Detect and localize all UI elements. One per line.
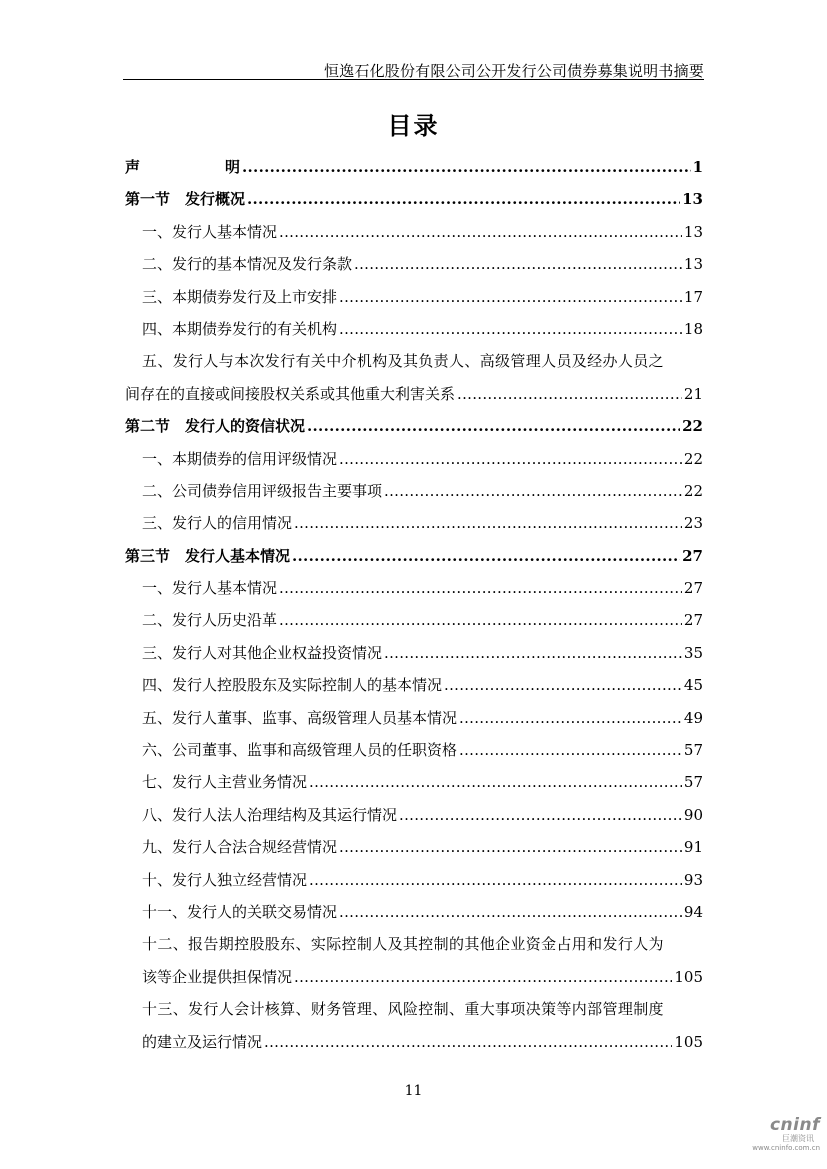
toc-entry-page: 57	[683, 773, 703, 792]
toc-entry[interactable]	[125, 766, 703, 798]
toc-entry-label: 五、发行人董事、监事、高级管理人员基本情况	[142, 708, 458, 727]
toc-entry[interactable]	[125, 281, 703, 313]
dot-leader	[354, 248, 682, 280]
toc-entry-page: 90	[683, 805, 703, 824]
dot-leader	[279, 604, 682, 636]
toc-entry-page: 35	[683, 643, 703, 662]
toc-entry-continued[interactable]	[125, 1026, 703, 1058]
dot-leader	[279, 216, 682, 248]
dot-leader	[307, 410, 680, 442]
toc-section-label: 第二节 发行人的资信状况	[125, 417, 306, 436]
toc-entry-page: 27	[683, 611, 703, 630]
toc-entry[interactable]	[125, 799, 703, 831]
toc-entry[interactable]	[125, 572, 703, 604]
dot-leader	[384, 637, 682, 669]
toc-entry-continued[interactable]	[125, 961, 703, 993]
toc-entry-label: 六、公司董事、监事和高级管理人员的任职资格	[142, 741, 458, 760]
toc-entry[interactable]	[125, 669, 703, 701]
dot-leader	[459, 734, 682, 766]
toc-entry-label: 七、发行人主营业务情况	[142, 773, 308, 792]
toc-entry-page: 1	[692, 158, 703, 176]
toc-entry-label: 三、发行人的信用情况	[142, 514, 293, 533]
table-of-contents	[125, 151, 703, 1058]
dot-leader	[309, 766, 682, 798]
toc-entry-label-part1: 声	[125, 158, 141, 176]
toc-entry-page: 21	[683, 384, 703, 403]
toc-entry-label: 二、发行的基本情况及发行条款	[142, 255, 353, 274]
toc-entry[interactable]	[125, 864, 703, 896]
toc-entry-page: 94	[683, 902, 703, 921]
toc-entry[interactable]	[125, 637, 703, 669]
toc-entry-label: 四、发行人控股股东及实际控制人的基本情况	[142, 676, 443, 695]
dot-leader	[339, 281, 682, 313]
page-number: 11	[404, 1083, 423, 1099]
toc-section-3[interactable]	[125, 540, 703, 572]
dot-leader	[264, 1026, 672, 1058]
toc-entry-label-part2: 明	[225, 158, 241, 176]
toc-entry-label: 的建立及运行情况	[142, 1032, 263, 1051]
page-title: 目录	[387, 111, 440, 140]
dot-leader	[339, 443, 682, 475]
dot-leader	[247, 183, 680, 215]
toc-entry[interactable]	[125, 507, 703, 539]
dot-leader	[459, 702, 682, 734]
toc-entry-declaration[interactable]	[125, 151, 703, 183]
toc-entry-label: 一、发行人基本情况	[142, 579, 278, 598]
toc-entry-label: 十一、发行人的关联交易情况	[142, 902, 338, 921]
toc-entry-page: 27	[683, 579, 703, 598]
toc-entry[interactable]	[125, 216, 703, 248]
toc-entry-page: 17	[683, 287, 703, 306]
toc-entry[interactable]	[125, 248, 703, 280]
toc-section-2[interactable]	[125, 410, 703, 442]
toc-entry-page: 27	[682, 546, 703, 565]
toc-entry-label: 十、发行人独立经营情况	[142, 870, 308, 889]
logo-brand: cninf	[769, 1115, 820, 1135]
toc-section-1[interactable]	[125, 183, 703, 215]
toc-entry[interactable]	[125, 831, 703, 863]
toc-entry-label: 九、发行人合法合规经营情况	[142, 838, 338, 857]
toc-entry-label: 三、本期债券发行及上市安排	[142, 287, 338, 306]
dot-leader	[292, 540, 680, 572]
toc-entry[interactable]	[125, 734, 703, 766]
toc-entry-page: 93	[683, 870, 703, 889]
dot-leader	[279, 572, 682, 604]
toc-entry-page: 18	[683, 319, 703, 338]
dot-leader	[309, 864, 682, 896]
toc-entry-label: 一、本期债券的信用评级情况	[142, 449, 338, 468]
running-header: 恒逸石化股份有限公司公开发行公司债券募集说明书摘要	[323, 62, 704, 80]
toc-entry-page: 91	[683, 838, 703, 857]
toc-entry[interactable]	[125, 475, 703, 507]
toc-entry[interactable]	[125, 702, 703, 734]
toc-entry[interactable]	[125, 443, 703, 475]
dot-leader	[294, 507, 682, 539]
toc-entry-page: 57	[683, 741, 703, 760]
dot-leader	[339, 831, 682, 863]
toc-entry-line1[interactable]: 五、发行人与本次发行有关中介机构及其负责人、高级管理人员及经办人员之	[142, 352, 664, 371]
toc-entry-label: 四、本期债券发行的有关机构	[142, 319, 338, 338]
toc-section-label: 第一节 发行概况	[125, 190, 246, 209]
toc-entry-label: 间存在的直接或间接股权关系或其他重大利害关系	[125, 384, 456, 403]
toc-entry[interactable]	[125, 896, 703, 928]
toc-entry-label: 该等企业提供担保情况	[142, 967, 293, 986]
toc-entry-label: 三、发行人对其他企业权益投资情况	[142, 643, 383, 662]
cninfo-logo	[748, 1116, 820, 1153]
toc-entry-page: 22	[682, 417, 703, 436]
toc-entry-page: 49	[683, 708, 703, 727]
toc-entry-line1[interactable]: 十三、发行人会计核算、财务管理、风险控制、重大事项决策等内部管理制度	[142, 1000, 664, 1019]
toc-entry-label: 二、公司债券信用评级报告主要事项	[142, 481, 383, 500]
toc-entry-label: 一、发行人基本情况	[142, 222, 278, 241]
toc-entry-page: 45	[683, 676, 703, 695]
logo-chinese-name: 巨潮资讯	[782, 1134, 814, 1143]
dot-leader	[384, 475, 682, 507]
toc-entry-page: 22	[683, 481, 703, 500]
toc-entry[interactable]	[125, 604, 703, 636]
logo-url: www.cninfo.com.cn	[752, 1144, 820, 1152]
toc-section-label: 第三节 发行人基本情况	[125, 546, 291, 565]
toc-entry-label: 二、发行人历史沿革	[142, 611, 278, 630]
dot-leader	[242, 151, 691, 183]
toc-entry-line1[interactable]: 十二、报告期控股股东、实际控制人及其控制的其他企业资金占用和发行人为	[142, 935, 664, 954]
toc-entry-continued[interactable]	[125, 378, 703, 410]
dot-leader	[399, 799, 682, 831]
toc-entry-page: 13	[682, 190, 703, 209]
dot-leader	[294, 961, 672, 993]
toc-entry-page: 105	[674, 967, 703, 986]
toc-entry-page: 22	[683, 449, 703, 468]
header-rule	[123, 79, 704, 80]
toc-entry-page: 13	[683, 255, 703, 274]
toc-entry-label: 八、发行人法人治理结构及其运行情况	[142, 805, 398, 824]
toc-entry-page: 13	[683, 222, 703, 241]
toc-entry-page: 23	[683, 514, 703, 533]
dot-leader	[339, 896, 682, 928]
dot-leader	[457, 378, 682, 410]
toc-entry-page: 105	[674, 1032, 703, 1051]
toc-entry[interactable]	[125, 313, 703, 345]
dot-leader	[339, 313, 682, 345]
dot-leader	[444, 669, 682, 701]
